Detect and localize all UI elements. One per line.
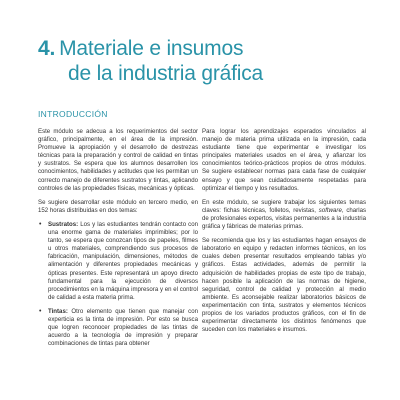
key-topics-text-1: En este módulo, se sugiere trabajar los siguientes temas claves: fichas técnicas, folletos, revistas, [202,198,366,214]
key-topics-software: software [318,206,342,214]
section-heading: INTRODUCCIÓN [38,109,108,119]
bullet-icon: • [39,220,42,228]
paragraph-schedule: Se sugiere desarrollar este módulo en tercero medio, en 152 horas distribuidas en dos temas: [38,198,198,214]
chapter-title-text-1: Materiale e insumos [59,37,244,60]
list-item [38,308,198,348]
chapter-title-line-1 [38,36,378,61]
paragraph-learning: Para lograr los aprendizajes esperados vinculados al manejo de materia prima utilizada en la impresión, cada estudiante tiene que experimentar e investigar los principales materiales usados en el área, y afianzar los conocimientos teórico-prácticos propios de otros módulos. Se sugiere establecer normas para cada fase de cualquier ensayo y que sean cuidadosamente respetadas para optimizar el tiempo y los resultados. [202,128,366,192]
paragraph-lab: Se recomienda que los y las estudiantes hagan ensayos de laboratorio en equipo y redacten informes técnicos, en los cuales deben presentar resultados empleando tablas y/o gráficos. Estas actividades, además de permitir la adquisición de habilidades propias de este tipo de trabajo, hacen posible la aplicación de las normas de higiene, seguridad, control de calidad y protección al medio ambiente. Es aconsejable realizar laboratorios básicos de experimentación con tinta, sustratos y elementos técnicos propios de los variados productos gráficos, con el fin de experimentar directamente los distintos fenómenos que suceden con los materiales e insumos. [202,237,366,334]
right-column [202,128,366,340]
paragraph-intro: Este módulo se adecua a los requerimientos del sector gráfico, principalmente, en el área de la impresión. Promueve la apropiación y el desarrollo de destrezas técnicas para la preparación y control de calidad en tintas y sustratos. Se espera que los alumnos desarrollen los conocimientos, habilidades y actitudes que les permitan un correcto manejo de diferentes sustratos y tintas, aplicando controles de las propiedades físicas, mecánicas y ópticas. [38,128,198,192]
chapter-number: 4. [38,37,56,60]
list-item-text: Los y las estudiantes tendrán contacto con una enorme gama de materiales imprimibles; por lo tanto, se espera que conozcan tipos de papeles, filmes u otros materiales, comprendiendo sus procesos de fabricación, manipulación, dimensiones, métodos de alimentación y diferentes propiedades mecánicas y ópticas presentes. Este representará un apoyo directo fundamental para la ejecución de diversos procedimientos en la máquina impresora y en el control de calidad a esta materia prima. [48,220,198,301]
topics-list [38,221,198,348]
list-item-term: Sustratos: [48,220,79,228]
left-column [38,128,198,354]
paragraph-key-topics [202,199,366,231]
chapter-title [38,36,378,86]
list-item [38,221,198,302]
list-item-term: Tintas: [48,307,68,315]
chapter-title-line-2: de la industria gráfica [68,62,264,85]
bullet-icon: • [39,307,42,315]
key-topics-text-2: , charlas de profesionales expertos, visitas permanentes a la industria gráfica y fábricas de materias primas. [202,206,366,231]
list-item-text: Otro elemento que tienen que manejar con experticia es la tinta de impresión. Por esto se busca que logren reconocer propiedades de las tintas de acuerdo a la tecnología de impresión y preparar combinaciones de tintas para obtener [48,307,198,348]
